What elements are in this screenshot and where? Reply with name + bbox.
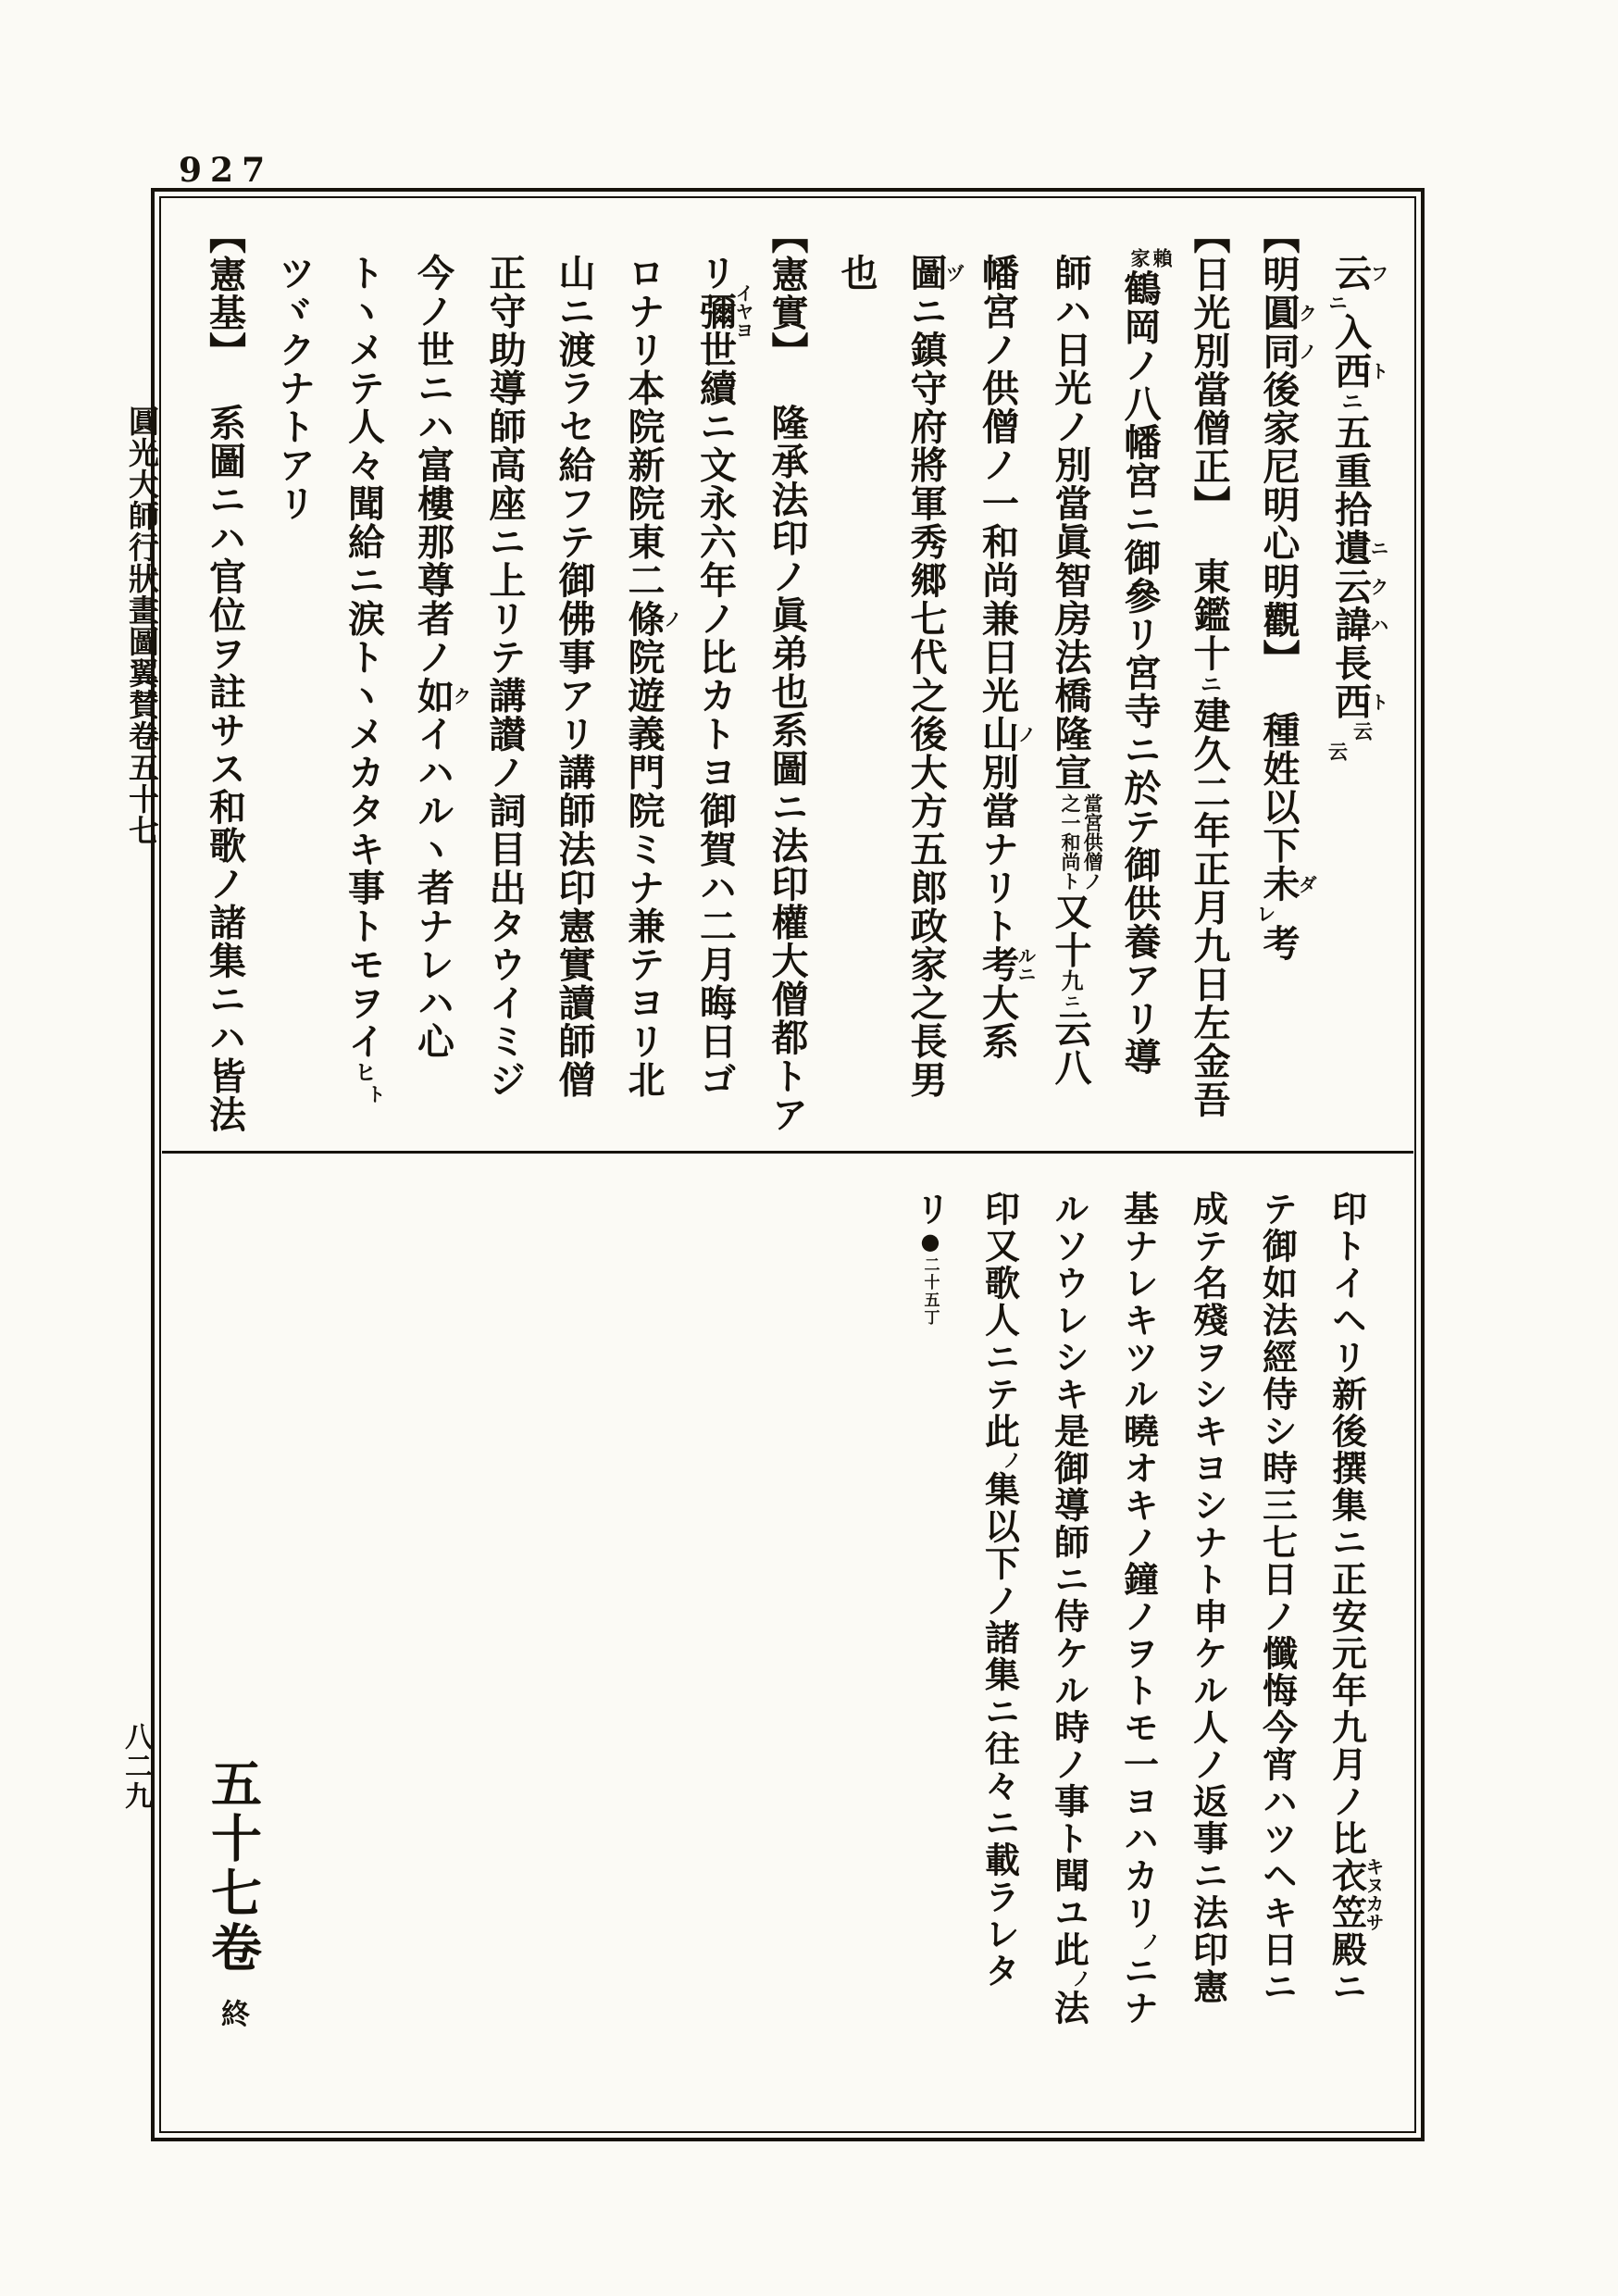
text-column: 【明圓ク同ノ後家尼明心明觀】種姓以下未ダレ考 bbox=[1254, 217, 1318, 963]
text-column: 正守助導師高座ニ上リテ講讃ノ詞目出タウイミジ bbox=[483, 254, 527, 1099]
printed-page-number: 927 bbox=[179, 151, 274, 190]
text-column: リ●二十五丁 bbox=[909, 1191, 952, 1327]
volume-end-small-text: 終 bbox=[216, 1999, 249, 2028]
text-column: 【憲實】隆承法印ノ眞弟也系圖ニ法印權大僧都トア bbox=[765, 217, 809, 1134]
text-column: 圖ヅニ鎮守府將軍秀郷七代之後大方五郎政家之長男 bbox=[904, 254, 965, 1099]
text-column: 山ニ渡ラセ給フテ御佛事アリ講師法印憲實讀師僧 bbox=[553, 254, 596, 1099]
volume-end-large-text: 五十七卷 bbox=[203, 1757, 263, 1976]
text-column: トヽメテ人々聞給ニ涙トヽメカタキ事トモヲイヒト bbox=[342, 254, 388, 1105]
text-column: ロナリ本院新院東二條ノ院遊義門院ミナ兼テヨリ北 bbox=[622, 254, 683, 1099]
text-column: 【日光別當僧正】東鑑十ニ建久二年正月九日左金吾 bbox=[1188, 217, 1231, 1119]
text-column: 成テ名殘ヲシキヨシナト申ケル人ノ返事ニ法印憲 bbox=[1187, 1191, 1229, 2005]
text-column: 師ハ日光ノ別當眞智房法橋隆宣 當宮供僧ノ 之一和尚ト 又十九ニ云八 bbox=[1049, 254, 1105, 1087]
upper-text-register bbox=[197, 213, 1388, 1152]
margin-book-title: 圓光大師行狀畫圖翼賛卷五十七 bbox=[124, 406, 160, 846]
text-column: 今ノ世ニハ富樓那尊者ノ如クイハルヽ者ナレハ心 bbox=[411, 254, 472, 1061]
text-column: 也 bbox=[835, 254, 878, 293]
folio-number: 八二九 bbox=[119, 1722, 152, 1811]
text-column: 【憲基】系圖ニハ官位ヲ註サス和歌ノ諸集ニハ皆法 bbox=[203, 217, 247, 1134]
text-column: 印又歌人ニテ此ノ集以下ノ諸集ニ往々ニ載ラレタ bbox=[978, 1191, 1024, 1990]
text-column: 基ナレキツル曉オキノ鐘ノヲトモ一ヨハカリノニナ bbox=[1117, 1191, 1163, 2027]
text-column: リ彌イヤヨ世續ニ文永六年ノ比カトヨ御賀ハ二月晦日ゴ bbox=[693, 254, 754, 1099]
text-column: ルソウレシキ是御導師ニ侍ケル時ノ事ト聞ユ此ノ法 bbox=[1048, 1191, 1093, 2027]
volume-end-mark bbox=[196, 1757, 269, 2028]
text-column: 幡宮ノ供僧ノ一和尚兼日光山ノ別當ナリト考ルニ大系 bbox=[976, 254, 1037, 1061]
text-column: 云フニ入西トニ五重拾遺ニ云ク諱ハ長西ト云云 bbox=[1326, 254, 1389, 763]
text-column: ツヾクナトアリ bbox=[272, 254, 317, 523]
lower-text-register bbox=[894, 1187, 1383, 2057]
text-column: 印トイヘリ新後撰集ニ正安元年九月ノ比衣笠キヌカサ殿ニ bbox=[1326, 1191, 1385, 2005]
text-column: テ御如法經侍シ時三七日ノ懺悔今宵ハツヘキ日ニ bbox=[1256, 1191, 1299, 2005]
text-column: 賴 家 鶴岡ノ八幡宮ニ御參リ宮寺ニ於テ御供養アリ導 bbox=[1118, 248, 1175, 1077]
